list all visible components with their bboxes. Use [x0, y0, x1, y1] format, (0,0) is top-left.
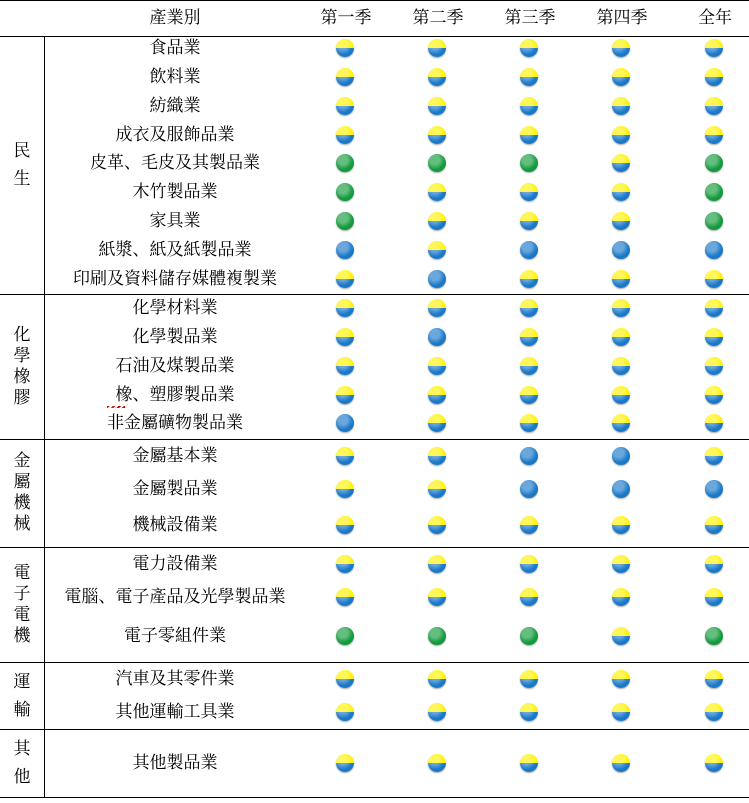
- green-signal-icon: [336, 212, 354, 230]
- yellow-blue-signal-icon: [428, 386, 446, 404]
- yellow-blue-signal-icon: [612, 357, 630, 375]
- industry-name: 成衣及服飾品業: [115, 125, 235, 145]
- yellow-blue-signal-icon: [336, 386, 354, 404]
- yellow-blue-signal-icon: [428, 588, 446, 606]
- industry-name: 飲料業: [149, 67, 201, 87]
- yellow-blue-signal-icon: [520, 126, 538, 144]
- yellow-blue-signal-icon: [612, 39, 630, 57]
- yellow-blue-signal-icon: [705, 126, 723, 144]
- yellow-blue-signal-icon: [705, 754, 723, 772]
- yellow-blue-signal-icon: [612, 68, 630, 86]
- yellow-blue-signal-icon: [336, 357, 354, 375]
- yellow-blue-signal-icon: [612, 703, 630, 721]
- yellow-blue-signal-icon: [520, 516, 538, 534]
- yellow-blue-signal-icon: [428, 516, 446, 534]
- yellow-blue-signal-icon: [705, 386, 723, 404]
- blue-signal-icon: [520, 447, 538, 465]
- yellow-blue-signal-icon: [520, 414, 538, 432]
- yellow-blue-signal-icon: [336, 447, 354, 465]
- blue-signal-icon: [520, 241, 538, 259]
- green-signal-icon: [336, 183, 354, 201]
- yellow-blue-signal-icon: [705, 68, 723, 86]
- yellow-blue-signal-icon: [336, 516, 354, 534]
- yellow-blue-signal-icon: [428, 126, 446, 144]
- yellow-blue-signal-icon: [705, 299, 723, 317]
- industry-name: 其他製品業: [132, 753, 218, 773]
- yellow-blue-signal-icon: [705, 97, 723, 115]
- yellow-blue-signal-icon: [705, 555, 723, 573]
- industry-name: 電子零組件業: [124, 626, 226, 646]
- yellow-blue-signal-icon: [520, 703, 538, 721]
- yellow-blue-signal-icon: [428, 414, 446, 432]
- yellow-blue-signal-icon: [705, 703, 723, 721]
- yellow-blue-signal-icon: [520, 270, 538, 288]
- yellow-blue-signal-icon: [336, 126, 354, 144]
- blue-signal-icon: [612, 447, 630, 465]
- yellow-blue-signal-icon: [336, 588, 354, 606]
- yellow-blue-signal-icon: [612, 126, 630, 144]
- yellow-blue-signal-icon: [428, 212, 446, 230]
- header-industry: 產業別: [149, 8, 201, 28]
- green-signal-icon: [705, 154, 723, 172]
- blue-signal-icon: [705, 241, 723, 259]
- yellow-blue-signal-icon: [612, 670, 630, 688]
- yellow-blue-signal-icon: [428, 447, 446, 465]
- yellow-blue-signal-icon: [428, 183, 446, 201]
- yellow-blue-signal-icon: [705, 447, 723, 465]
- industry-name: 橡、塑膠製品業: [115, 385, 235, 405]
- table-rule: [0, 0, 749, 1]
- yellow-blue-signal-icon: [520, 97, 538, 115]
- industry-name: 紡織業: [149, 96, 201, 116]
- yellow-blue-signal-icon: [428, 97, 446, 115]
- yellow-blue-signal-icon: [520, 386, 538, 404]
- yellow-blue-signal-icon: [612, 270, 630, 288]
- green-signal-icon: [520, 627, 538, 645]
- yellow-blue-signal-icon: [520, 299, 538, 317]
- industry-name: 金屬製品業: [132, 479, 218, 499]
- yellow-blue-signal-icon: [705, 328, 723, 346]
- yellow-blue-signal-icon: [428, 703, 446, 721]
- green-signal-icon: [336, 154, 354, 172]
- yellow-blue-signal-icon: [612, 299, 630, 317]
- group-label: 其 他: [13, 739, 31, 787]
- yellow-blue-signal-icon: [612, 627, 630, 645]
- blue-signal-icon: [428, 328, 446, 346]
- yellow-blue-signal-icon: [520, 39, 538, 57]
- yellow-blue-signal-icon: [705, 588, 723, 606]
- industry-name: 機械設備業: [132, 515, 218, 535]
- industry-name: 電腦、電子產品及光學製品業: [64, 587, 286, 607]
- industry-name: 其他運輸工具業: [115, 702, 235, 722]
- blue-signal-icon: [428, 270, 446, 288]
- yellow-blue-signal-icon: [428, 299, 446, 317]
- yellow-blue-signal-icon: [612, 328, 630, 346]
- header-q4: 第四季: [596, 8, 648, 28]
- group-divider: [0, 662, 749, 663]
- industry-name: 金屬基本業: [132, 446, 218, 466]
- yellow-blue-signal-icon: [612, 97, 630, 115]
- yellow-blue-signal-icon: [520, 328, 538, 346]
- yellow-blue-signal-icon: [612, 754, 630, 772]
- industry-name: 汽車及其零件業: [115, 669, 235, 689]
- blue-signal-icon: [705, 480, 723, 498]
- industry-name: 電力設備業: [132, 554, 218, 574]
- group-label: 金 屬 機 械: [13, 451, 31, 534]
- yellow-blue-signal-icon: [612, 154, 630, 172]
- yellow-blue-signal-icon: [612, 588, 630, 606]
- yellow-blue-signal-icon: [520, 555, 538, 573]
- blue-signal-icon: [612, 241, 630, 259]
- green-signal-icon: [336, 627, 354, 645]
- yellow-blue-signal-icon: [336, 328, 354, 346]
- yellow-blue-signal-icon: [336, 97, 354, 115]
- group-divider: [0, 439, 749, 440]
- header-q1: 第一季: [320, 8, 372, 28]
- yellow-blue-signal-icon: [428, 39, 446, 57]
- yellow-blue-signal-icon: [428, 754, 446, 772]
- group-label: 化 學 橡 膠: [13, 325, 31, 408]
- industry-name: 食品業: [149, 38, 201, 58]
- yellow-blue-signal-icon: [612, 212, 630, 230]
- green-signal-icon: [705, 627, 723, 645]
- blue-signal-icon: [336, 414, 354, 432]
- yellow-blue-signal-icon: [428, 241, 446, 259]
- header-q2: 第二季: [412, 8, 464, 28]
- yellow-blue-signal-icon: [520, 588, 538, 606]
- industry-name: 化學製品業: [132, 327, 218, 347]
- industry-name: 印刷及資料儲存媒體複製業: [73, 269, 277, 289]
- green-signal-icon: [705, 183, 723, 201]
- yellow-blue-signal-icon: [612, 386, 630, 404]
- header-q3: 第三季: [504, 8, 556, 28]
- yellow-blue-signal-icon: [612, 516, 630, 534]
- industry-name: 家具業: [149, 211, 201, 231]
- yellow-blue-signal-icon: [428, 480, 446, 498]
- yellow-blue-signal-icon: [428, 357, 446, 375]
- yellow-blue-signal-icon: [336, 555, 354, 573]
- yellow-blue-signal-icon: [336, 39, 354, 57]
- spellcheck-underline: [107, 406, 125, 408]
- green-signal-icon: [428, 627, 446, 645]
- industry-name: 紙漿、紙及紙製品業: [98, 240, 252, 260]
- group-divider: [0, 797, 749, 798]
- industry-name: 非金屬礦物製品業: [107, 413, 243, 433]
- industry-name: 木竹製品業: [132, 182, 218, 202]
- group-divider: [0, 294, 749, 295]
- yellow-blue-signal-icon: [705, 357, 723, 375]
- industry-name: 皮革、毛皮及其製品業: [90, 153, 260, 173]
- yellow-blue-signal-icon: [612, 555, 630, 573]
- yellow-blue-signal-icon: [705, 516, 723, 534]
- group-divider: [0, 729, 749, 730]
- yellow-blue-signal-icon: [520, 68, 538, 86]
- header-year: 全年: [698, 8, 732, 28]
- yellow-blue-signal-icon: [705, 270, 723, 288]
- yellow-blue-signal-icon: [612, 414, 630, 432]
- blue-signal-icon: [520, 480, 538, 498]
- industry-name: 石油及煤製品業: [115, 356, 235, 376]
- yellow-blue-signal-icon: [520, 183, 538, 201]
- yellow-blue-signal-icon: [336, 270, 354, 288]
- blue-signal-icon: [336, 241, 354, 259]
- yellow-blue-signal-icon: [705, 39, 723, 57]
- yellow-blue-signal-icon: [520, 212, 538, 230]
- yellow-blue-signal-icon: [336, 68, 354, 86]
- group-label: 民 生: [13, 141, 31, 189]
- yellow-blue-signal-icon: [520, 357, 538, 375]
- yellow-blue-signal-icon: [336, 703, 354, 721]
- yellow-blue-signal-icon: [336, 299, 354, 317]
- green-signal-icon: [705, 212, 723, 230]
- green-signal-icon: [520, 154, 538, 172]
- group-label: 電 子 電 機: [13, 563, 31, 646]
- yellow-blue-signal-icon: [612, 183, 630, 201]
- yellow-blue-signal-icon: [336, 670, 354, 688]
- yellow-blue-signal-icon: [428, 670, 446, 688]
- yellow-blue-signal-icon: [428, 555, 446, 573]
- yellow-blue-signal-icon: [336, 754, 354, 772]
- yellow-blue-signal-icon: [336, 480, 354, 498]
- green-signal-icon: [428, 154, 446, 172]
- yellow-blue-signal-icon: [705, 414, 723, 432]
- industry-name: 化學材料業: [132, 298, 218, 318]
- group-column-border: [44, 36, 45, 797]
- yellow-blue-signal-icon: [705, 670, 723, 688]
- blue-signal-icon: [612, 480, 630, 498]
- yellow-blue-signal-icon: [520, 754, 538, 772]
- group-label: 運 輸: [13, 672, 31, 720]
- group-divider: [0, 547, 749, 548]
- yellow-blue-signal-icon: [428, 68, 446, 86]
- yellow-blue-signal-icon: [520, 670, 538, 688]
